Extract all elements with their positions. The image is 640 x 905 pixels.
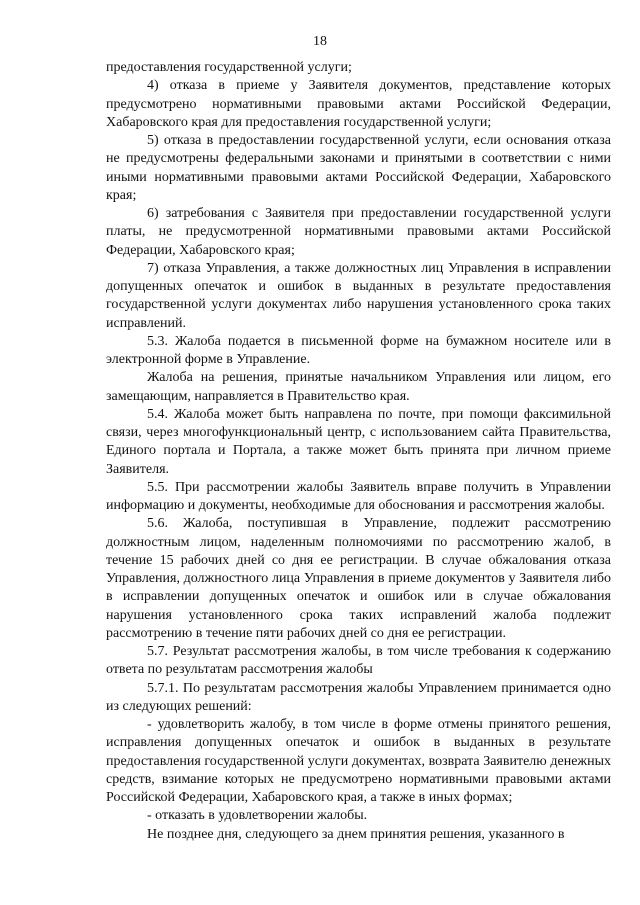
paragraph-5-3-b: Жалоба на решения, принятые начальником Управления или лицом, его замещающим, направляется в Правительство края. — [106, 370, 611, 404]
page-number: 18 — [313, 34, 327, 49]
document-body — [106, 59, 611, 844]
paragraph-5-6: 5.6. Жалоба, поступившая в Управление, подлежит рассмотрению должностным лицом, наделенным полномочиями по рассмотрению жалоб, в течение 15 рабочих дней со дня ее регистрации. В случае обжалования отказа Управления, должностного лица Управления в приеме документов у Заявителя либо в исправлении допущенных опечаток и ошибок или в случае обжалования нарушения установленного срока таких исправлений жалоба подлежит рассмотрению в течение пяти рабочих дней со дня ее регистрации. — [106, 516, 611, 641]
paragraph-5-5: 5.5. При рассмотрении жалобы Заявитель вправе получить в Управлении информацию и документы, необходимые для обоснования и рассмотрения жалобы. — [106, 479, 611, 513]
paragraph-5-7-1: 5.7.1. По результатам рассмотрения жалобы Управлением принимается одно из следующих решений: — [106, 680, 611, 714]
paragraph-5-7: 5.7. Результат рассмотрения жалобы, в том числе требования к содержанию ответа по результатам рассмотрения жалобы — [106, 644, 611, 678]
paragraph-item-4: 4) отказа в приеме у Заявителя документов, представление которых предусмотрено нормативными правовыми актами Российской Федерации, Хабаровского края для предоставления государственной услуги; — [106, 78, 611, 130]
paragraph-continuation: предоставления государственной услуги; — [106, 60, 352, 75]
paragraph-5-3: 5.3. Жалоба подается в письменной форме на бумажном носителе или в электронной форме в Управление. — [106, 333, 611, 367]
paragraph-decision-satisfy: - удовлетворить жалобу, в том числе в форме отмены принятого решения, исправления допущенных опечаток и ошибок в выданных в результате предоставления государственной услуги документах, возврата Заявителю денежных средств, взимание которых не предусмотрено нормативными правовыми актами Российской Федерации, Хабаровского края, а также в иных формах; — [106, 717, 611, 805]
paragraph-item-5: 5) отказа в предоставлении государственной услуги, если основания отказа не предусмотрены федеральными законами и принятыми в соответствии с ними иными нормативными правовыми актами Российской Федерации, Хабаровского края; — [106, 133, 611, 203]
paragraph-item-6: 6) затребования с Заявителя при предоставлении государственной услуги платы, не предусмотренной нормативными правовыми актами Российской Федерации, Хабаровского края; — [106, 206, 611, 258]
paragraph-decision-refuse: - отказать в удовлетворении жалобы. — [147, 808, 368, 824]
paragraph-item-7: 7) отказа Управления, а также должностных лиц Управления в исправлении допущенных опечаток и ошибок в выданных в результате предоставления государственной услуги документах либо нарушения установленного срока таких исправлений. — [106, 260, 611, 331]
paragraph-final: Не позднее дня, следующего за днем принятия решения, указанного в — [147, 826, 565, 842]
paragraph-5-4: 5.4. Жалоба может быть направлена по почте, при помощи факсимильной связи, через многофункциональный центр, с использованием сайта Правительства, Единого портала и Портала, а также может быть принята при личном приеме Заявителя. — [106, 406, 611, 477]
